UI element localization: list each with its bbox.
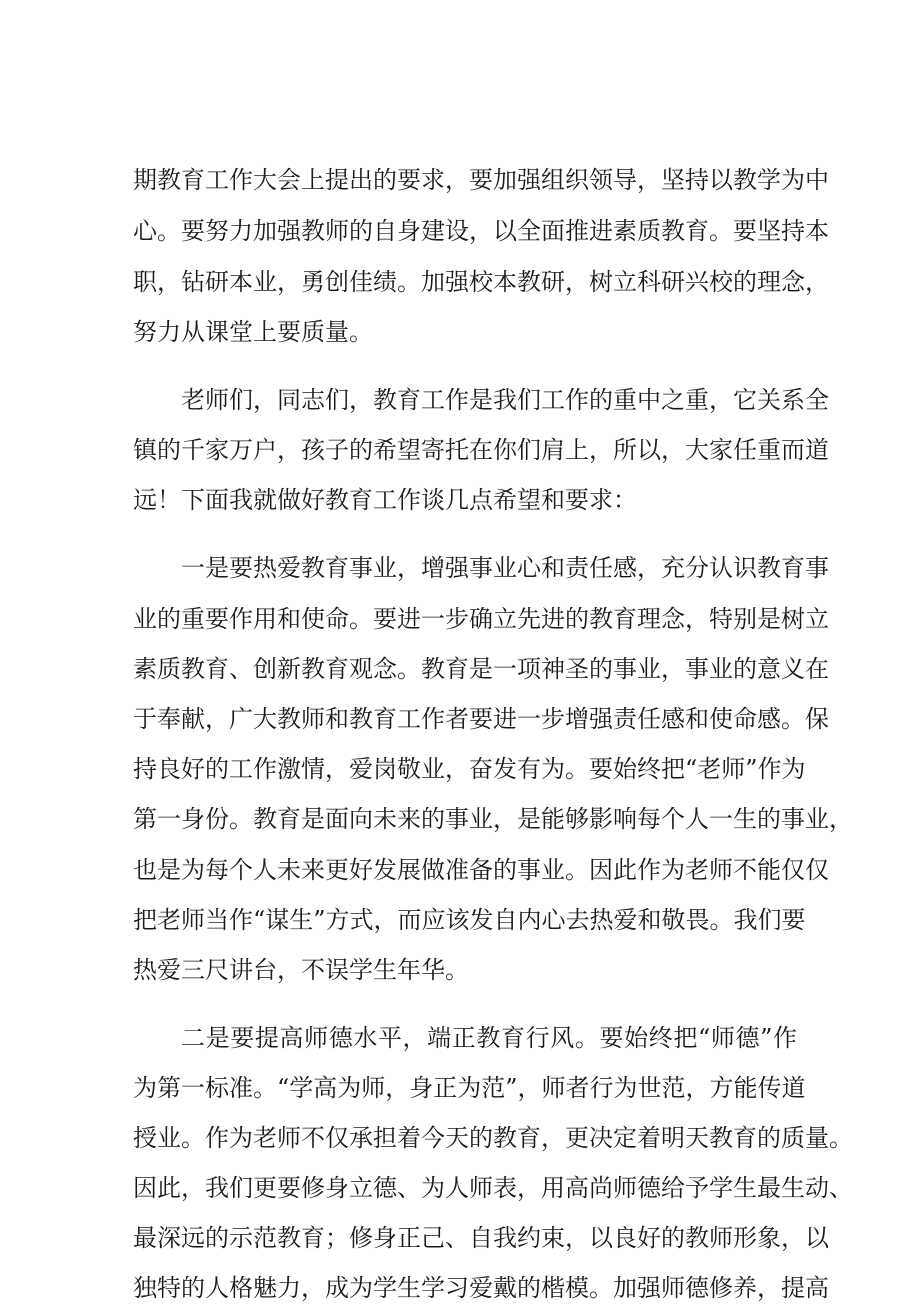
text-line: 素质教育、创新教育观念。教育是一项神圣的事业，事业的意义在 — [133, 655, 829, 683]
text-line: 努力从课堂上要质量。 — [133, 318, 373, 346]
text-line: 业的重要作用和使命。要进一步确立先进的教育理念，特别是树立 — [133, 605, 829, 633]
text-line: 心。要努力加强教师的自身建设，以全面推进素质教育。要坚持本 — [133, 217, 829, 245]
text-line: 职，钻研本业，勇创佳绩。加强校本教研，树立科研兴校的理念， — [133, 268, 829, 296]
text-line: 镇的千家万户，孩子的希望寄托在你们肩上，所以，大家任重而道 — [133, 436, 829, 464]
text-line: 持良好的工作激情，爱岗敬业，奋发有为。要始终把“老师”作为 — [133, 755, 806, 783]
text-line: 于奉献，广大教师和教育工作者要进一步增强责任感和使命感。保 — [133, 705, 829, 733]
text-line: 最深远的示范教育；修身正己、自我约束，以良好的教师形象，以 — [133, 1224, 829, 1252]
text-line: 因此，我们更要修身立德、为人师表，用高尚师德给予学生最生动、 — [133, 1174, 853, 1202]
text-line: 也是为每个人未来更好发展做准备的事业。因此作为老师不能仅仅 — [133, 856, 829, 884]
text-line: 远！下面我就做好教育工作谈几点希望和要求： — [133, 486, 637, 514]
text-line: 把老师当作“谋生”方式，而应该发自内心去热爱和敬畏。我们要 — [133, 906, 806, 934]
text-line: 期教育工作大会上提出的要求，要加强组织领导，坚持以教学为中 — [133, 166, 829, 194]
text-line: 二是要提高师德水平，端正教育行风。要始终把“师德”作 — [181, 1024, 797, 1052]
text-line: 老师们，同志们，教育工作是我们工作的重中之重，它关系全 — [181, 386, 829, 414]
text-line: 授业。作为老师不仅承担着今天的教育，更决定着明天教育的质量。 — [133, 1124, 853, 1152]
text-line: 第一身份。教育是面向未来的事业，是能够影响每个人一生的事业， — [133, 805, 853, 833]
text-line: 一是要热爱教育事业，增强事业心和责任感，充分认识教育事 — [181, 554, 829, 582]
text-line: 热爱三尺讲台，不误学生年华。 — [133, 956, 469, 984]
text-line: 独特的人格魅力，成为学生学习爱戴的楷模。加强师德修养，提高 — [133, 1274, 829, 1302]
text-line: 为第一标准。“学高为师，身正为范”，师者行为世范，方能传道 — [133, 1074, 806, 1102]
